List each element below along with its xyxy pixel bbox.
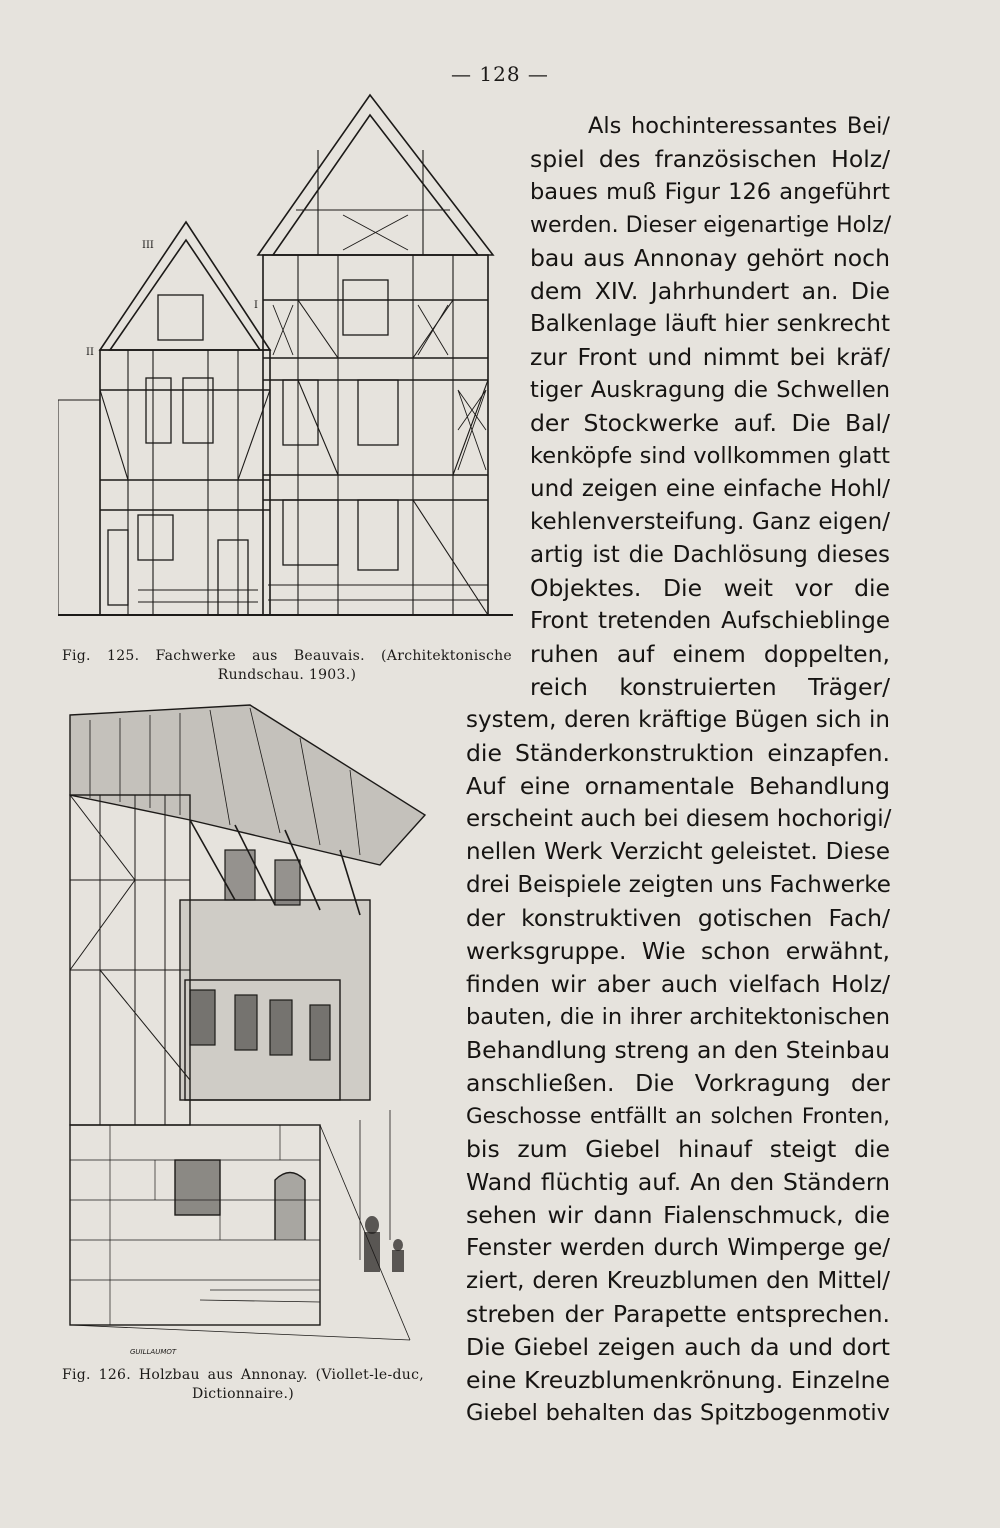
text-line: sehen wir dann Fialenschmuck, die [466,1201,890,1229]
text-line: Front tretenden Aufschieblinge [530,608,890,634]
text-line: kenköpfe sind vollkommen glatt [530,443,890,469]
text-line: artig ist die Dachlösung dieses [530,542,890,568]
text-line: bauten, die in ihrer architektonischen [466,1004,890,1030]
text-line: Behandlung streng an den Steinbau [466,1036,890,1064]
text-line: der konstruktiven gotischen Fach/ [466,904,890,932]
text-line: Auf eine ornamentale Behandlung [466,772,890,800]
text-line: Objektes. Die weit vor die [530,574,890,602]
text-line: der Stockwerke auf. Die Bal/ [530,409,890,437]
text-line: ruhen auf einem doppelten, [530,640,890,668]
text-line: bau aus Annonay gehört noch [530,244,890,272]
text-line: reich konstruierten Träger/ [530,673,890,701]
figure-125-label-3: III [142,240,154,251]
text-line: finden wir aber auch vielfach Holz/ [466,970,890,998]
figure-125-label-1: I [254,300,258,311]
text-line: dem XIV. Jahrhundert an. Die [530,277,890,305]
text-line: ziert, deren Kreuzblumen den Mittel/ [466,1268,890,1294]
figure-126-signature: GUILLAUMOT [130,1348,177,1356]
text-line: system, deren kräftige Bügen sich in [466,707,890,733]
text-line: eine Kreuzblumenkrönung. Einzelne [466,1366,890,1394]
text-line: Die Giebel zeigen auch da und dort [466,1333,890,1361]
text-line: Fenster werden durch Wimperge ge/ [466,1235,890,1261]
figure-125-half-timbered-houses [58,90,518,640]
text-line: drei Beispiele zeigten uns Fachwerke [466,872,891,898]
text-line: Balkenlage läuft hier senkrecht [530,311,890,337]
text-line: und zeigen eine einfache Hohl/ [530,476,890,502]
text-line: tiger Auskragung die Schwellen [530,377,890,403]
text-line: Als hochinteressantes Bei/ [588,113,890,139]
text-line: bis zum Giebel hinauf steigt die [466,1135,890,1163]
text-line: nellen Werk Verzicht geleistet. Diese [466,839,890,865]
figure-126-caption: Fig. 126. Holzbau aus Annonay. (Viollet-le-duc, Dictionnaire.) [62,1367,424,1402]
text-line: anschließen. Die Vorkragung der [466,1069,890,1097]
text-line: spiel des französischen Holz/ [530,145,890,173]
text-line: Wand flüchtig auf. An den Ständern [466,1168,890,1196]
text-line: die Ständerkonstruktion einzapfen. [466,739,890,767]
figure-125-label-2: II [86,347,94,358]
figure-126-timber-house-annonay [60,700,430,1362]
text-line: Giebel behalten das Spitzbogenmotiv [466,1400,890,1426]
text-line: zur Front und nimmt bei kräf/ [530,343,890,371]
figure-125-caption: Fig. 125. Fachwerke aus Beauvais. (Architektonische Rundschau. 1903.) [62,648,512,683]
page-number: — 128 — [451,62,549,86]
text-line: erscheint auch bei diesem hochorigi/ [466,806,892,832]
text-line: streben der Parapette entsprechen. [466,1300,890,1328]
text-line: werksgruppe. Wie schon erwähnt, [466,937,890,965]
text-line: kehlenversteifung. Ganz eigen/ [530,509,890,535]
text-line: baues muß Figur 126 angeführt [530,179,890,205]
text-line: werden. Dieser eigenartige Holz/ [530,213,892,238]
text-line: Geschosse entfällt an solchen Fronten, [466,1104,890,1129]
